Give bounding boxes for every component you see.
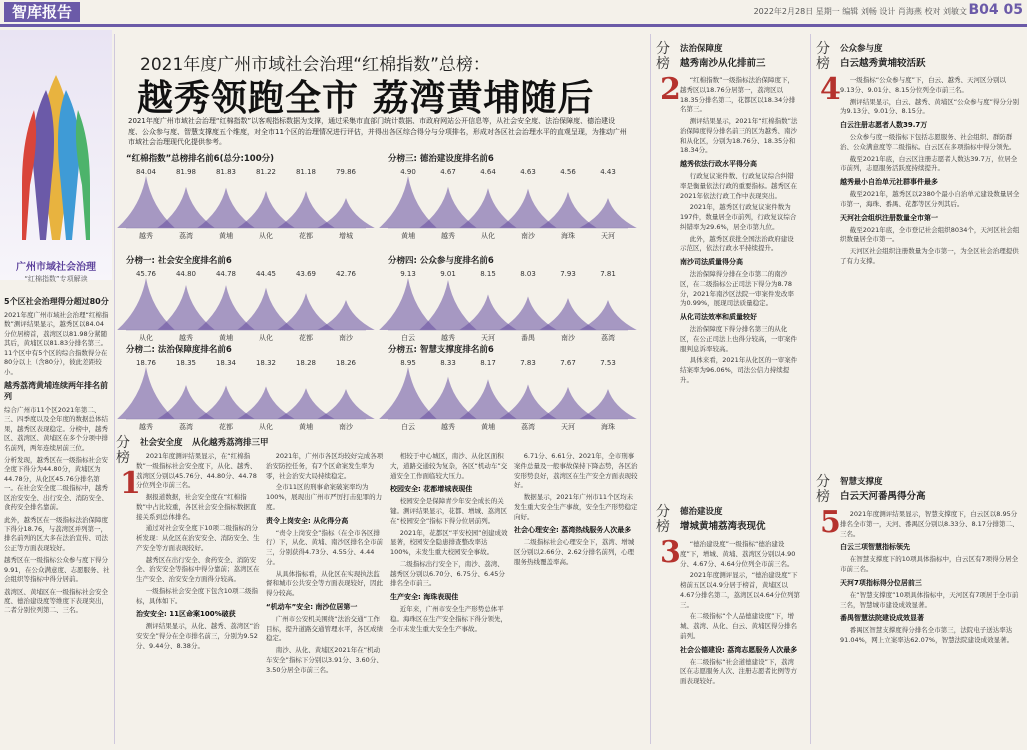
chart-bar xyxy=(277,293,335,330)
chart-data-label: 18.34 xyxy=(215,359,237,367)
chart-bar xyxy=(117,176,175,228)
article-paragraph: 校园安全是保障青少年安全成长的关键。测评结果显示，花都、增城、荔湾区在“校园安全”指标下得分位居前列。 xyxy=(390,497,507,525)
article-paragraph: 近年来，广州市安全生产形势总体平稳。海珠区在生产安全指标下得分领先，全市未发生重大安全生产事故。 xyxy=(390,605,507,633)
headline-kicker: 2021年度广州市域社会治理“红棉指数”总榜： xyxy=(140,55,490,75)
chart-bar xyxy=(539,192,597,228)
rank-number: 4 xyxy=(820,72,841,107)
chart-title: 分榜四: 公众参与度排名前6 xyxy=(388,256,494,266)
article-paragraph: 南沙、从化、黄埔区2021年在“机动车安全”指标下分别以3.91分、3.60分、3.50分居全市前三名。 xyxy=(266,646,383,674)
chart-category-label: 黄埔 xyxy=(481,423,495,431)
chart-data-label: 8.33 xyxy=(440,359,456,367)
chart-data-label: 7.81 xyxy=(600,270,616,278)
article-paragraph: 在二级指标“个人品德建设度”下，增城、荔湾、从化、白云、黄埔区得分排名前列。 xyxy=(680,612,797,640)
chart-category-label: 花都 xyxy=(219,423,233,431)
section-subheading: 番禺智慧法院建设成效显著 xyxy=(840,614,924,623)
chart-data-label: 79.86 xyxy=(335,168,357,176)
chart-category-label: 南沙 xyxy=(561,334,575,342)
page-title: 越秀领跑全市 荔湾黄埔随后 xyxy=(137,78,595,119)
article-paragraph: 数据显示，2021年广州市11个区均未发生重大安全生产事故，安全生产形势稳定向好。 xyxy=(514,493,638,521)
chart-data-label: 8.15 xyxy=(480,270,496,278)
chart-category-label: 海珠 xyxy=(561,232,575,240)
rank-dimension: 法治保障度 xyxy=(680,44,723,54)
chart-data-label: 18.76 xyxy=(135,359,157,367)
article-column-rule-of-law xyxy=(680,76,800,498)
chart-bar xyxy=(579,300,637,330)
chart-title: 分榜一: 社会安全度排名前6 xyxy=(126,256,232,266)
chart-data-label: 4.56 xyxy=(560,168,576,176)
chart-bar xyxy=(317,300,375,330)
article-paragraph: 越秀区在出行安全、食药安全、消防安全、治安安全等指标中得分靠前；荔湾区在生产安全、治安安全方面得分较高。 xyxy=(136,555,260,583)
chart-data-label: 4.67 xyxy=(440,168,456,176)
rank-label: 分榜 xyxy=(816,474,830,505)
left-paragraph: 越秀区在一级指标公众参与度下得分9.91，在公众满意度、志愿服务、社会组织等指标中得分居前。 xyxy=(4,556,110,584)
chart-safety xyxy=(126,254,376,354)
section-subheading: 治安安全: 11区命案100%破获 xyxy=(136,610,236,619)
chart-category-label: 海珠 xyxy=(601,423,615,431)
chart-data-label: 8.95 xyxy=(400,359,416,367)
article-paragraph: 2021年，越秀区行政复议案件数为197件，数量居全市前列，行政复议综合纠错率为29.6%，居全市第九位。 xyxy=(680,203,797,231)
emblem-subtitle: “红棉指数”专项解读 xyxy=(24,275,88,283)
article-paragraph: 番禺区智慧支撑度得分排名全市第三，法院电子送达率达91.04%，网上立案率达62.07%，智慧法院建设成效显著。 xyxy=(840,626,1014,644)
rank-dimension: 智慧支撑度 xyxy=(840,477,883,487)
left-paragraph: 2021年度广州市域社会治理“红棉指数”测评结果显示，越秀区以84.04分位居榜首，荔湾区以81.98分紧随其后，黄埔区以81.83分排名第三。11个区中有5个区的综合指数得分在80分以上（含80分），彼此差距较小。 xyxy=(4,311,109,376)
article-column-participation xyxy=(840,76,1020,468)
article-paragraph: 全市11区的刑事命案破案率均为100%，展现出广州市严厉打击犯罪的力度。 xyxy=(266,483,383,511)
article-paragraph: 截至2021年底，白云区注册志愿者人数达39.7万，位居全市前列，志愿服务活跃度持续提升。 xyxy=(840,154,1018,173)
chart-bar xyxy=(579,389,637,419)
left-paragraph: 荔湾区、黄埔区在一级指标社会安全度、德治建设度等维度下表现突出，二者分别位列第二、三名。 xyxy=(4,587,108,615)
article-paragraph: 此外，越秀区获批全国法治政府建设示范区，依法行政水平持续提升。 xyxy=(680,234,794,253)
section-brand: 智库报告 xyxy=(4,2,80,22)
chart-data-label: 84.04 xyxy=(135,168,157,176)
chart-bar xyxy=(277,191,335,228)
rank-label: 分榜 xyxy=(816,41,830,72)
rank-headline: 社会安全度 xyxy=(140,438,183,448)
section-subheading: 越秀依法行政水平得分高 xyxy=(680,160,757,168)
chart-category-label: 黄埔 xyxy=(219,334,233,342)
chart-data-label: 7.67 xyxy=(560,359,576,367)
section-subheading: 社会心理安全: 荔湾热线服务人次最多 xyxy=(514,526,632,535)
rank-dimension: 从化越秀荔湾排三甲 xyxy=(192,438,269,448)
chart-category-label: 从化 xyxy=(259,232,273,240)
rank-number: 3 xyxy=(660,535,681,570)
chart-data-label: 7.93 xyxy=(560,270,576,278)
article-paragraph: 相较于中心城区，南沙、从化区面积大，道路交通较为复杂，各区“机动车”交通安全工作面临较大压力。 xyxy=(390,452,508,480)
left-subheading: 越秀荔湾黄埔连续两年排名前列 xyxy=(4,380,108,401)
column-divider xyxy=(114,34,115,744)
article-paragraph: 2021年，花都区“平安校园”创建成效显著，校园安全隐患排查整改率达100%，未发生重大校园安全事故。 xyxy=(390,528,508,556)
chart-category-label: 荔湾 xyxy=(601,334,615,342)
article-paragraph: 6.71分、6.61分、2021年，全市刑事案件总量及一般事故保持下降态势，各区治安形势良好，荔湾区在生产安全方面表现较好。 xyxy=(514,452,638,490)
chart-data-label: 44.80 xyxy=(175,270,197,278)
chart-data-label: 44.45 xyxy=(255,270,277,278)
article-paragraph: 广州市公安机关围绕“法治交通”工作目标，提升道路交通管理水平，各区成绩稳定。 xyxy=(266,614,383,643)
article-paragraph: 在“智慧支撑度”10项具体指标中，天河区有7项居于全市前三名，智慧城市建设成效显著。 xyxy=(840,590,1019,609)
article-paragraph: 法治保障得分排在全市第二的南沙区，在二级指标公正司法下得分为8.78分，2021年南沙区法院一审案件发改率为0.99%，展现司法质量稳定。 xyxy=(680,270,795,308)
chart-data-label: 81.83 xyxy=(215,168,237,176)
chart-data-label: 4.90 xyxy=(400,168,416,176)
rank-dimension: 公众参与度 xyxy=(840,44,883,54)
chart-bar xyxy=(379,367,437,419)
chart-title: 分榜五: 智慧支撑度排名前6 xyxy=(388,345,494,355)
article-paragraph: “红棉指数”一级指标法治保障度下，越秀区以18.76分居第一，荔湾区以18.35分排名第二，花都区以18.34分排名第三。 xyxy=(680,76,796,114)
chart-data-label: 81.98 xyxy=(175,168,197,176)
chart-category-label: 越秀 xyxy=(139,423,153,431)
article-paragraph: 从具体指标看，从化区在实现执法监督和城市公共安全等方面表现较好，因此得分较高。 xyxy=(266,569,383,597)
chart-category-label: 南沙 xyxy=(339,334,353,342)
chart-category-label: 南沙 xyxy=(339,423,353,431)
chart-smart-support xyxy=(388,343,638,443)
chart-category-label: 花都 xyxy=(299,232,313,240)
column-divider xyxy=(650,34,651,744)
article-column-morality xyxy=(680,540,800,745)
article-paragraph: 行政复议案件数、行政复议综合纠错率是衡量依法行政的重要指标。越秀区在2021年依法行政工作中表现突出。 xyxy=(680,172,797,200)
chart-plot xyxy=(126,164,366,256)
article-paragraph: “责令上岗安全”指标（在全市各区排行）下，从化、黄埔、南沙区排名全市前三，分别获得4.73分、4.55分、4.44分。 xyxy=(266,528,383,566)
chart-category-label: 越秀 xyxy=(441,423,455,431)
article-paragraph: 测评结果显示，白云、越秀、黄埔区“公众参与度”得分分别为9.13分、9.01分、8.15分。 xyxy=(840,97,1019,116)
chart-bar xyxy=(379,176,437,228)
chart-category-label: 天河 xyxy=(481,334,495,342)
chart-category-label: 从化 xyxy=(481,232,495,240)
chart-data-label: 45.76 xyxy=(135,270,157,278)
chart-category-label: 白云 xyxy=(401,423,415,431)
rank-dimension: 德治建设度 xyxy=(680,507,723,517)
chart-plot xyxy=(126,355,366,447)
chart-category-label: 越秀 xyxy=(441,334,455,342)
article-column-safety-4 xyxy=(514,452,638,742)
chart-rule-of-law xyxy=(126,343,376,443)
chart-data-label: 44.78 xyxy=(215,270,237,278)
article-paragraph: 在智慧支撑度下的10项具体指标中，白云区有7项得分居全市前三名。 xyxy=(840,555,1019,573)
column-divider xyxy=(810,34,811,744)
chart-category-label: 荔湾 xyxy=(179,423,193,431)
article-column-safety-3 xyxy=(390,452,508,742)
chart-data-label: 8.17 xyxy=(480,359,496,367)
section-subheading: 生产安全: 海珠表现佳 xyxy=(390,593,459,601)
chart-title: “红棉指数”总榜排名前6(总分:100分) xyxy=(126,154,275,164)
article-paragraph: 一级指标“公众参与度”下，白云、越秀、天河区分别以9.13分、9.01分、8.15分位列全市前三名。 xyxy=(840,76,1006,94)
left-column xyxy=(4,296,110,619)
chart-data-label: 43.69 xyxy=(295,270,317,278)
article-paragraph: 测评结果显示，2021年“红棉指数”法治保障度得分排名前三的区为越秀、南沙和从化区，分别为18.76分、18.35分和18.34分。 xyxy=(680,117,798,155)
article-paragraph: 2021年，广州市各区均较好完成各项治安防控任务，有7个区命案发生率为零，社会治安大局持续稳定。 xyxy=(266,452,384,480)
chart-category-label: 番禺 xyxy=(521,334,535,342)
chart-plot xyxy=(388,164,628,256)
chart-category-label: 天河 xyxy=(561,423,575,431)
section-subheading: 越秀最小自治单元社群事件最多 xyxy=(840,178,938,186)
chart-category-label: 黄埔 xyxy=(219,232,233,240)
article-paragraph: 2021年度测评显示，“德治建设度”下榜前五区以4.9分居于榜首，黄埔区以4.67分排名第二，荔湾区以4.64分位列第三。 xyxy=(680,571,800,609)
chart-category-label: 越秀 xyxy=(441,232,455,240)
chart-bar xyxy=(579,198,637,228)
page-number: B04 05 xyxy=(968,2,1023,18)
chart-participation xyxy=(388,254,638,354)
article-paragraph: “德治建设度”一级指标“德治建设度”下，增城、黄埔、荔湾区分别以4.90分、4.67分、4.64分位列全市前三名。 xyxy=(680,540,796,568)
section-subheading: 社会公德建设: 荔湾志愿服务人次最多 xyxy=(680,645,798,654)
section-subheading: 白云三项智慧指标领先 xyxy=(840,543,910,552)
chart-category-label: 天河 xyxy=(601,232,615,240)
chart-data-label: 42.76 xyxy=(335,270,357,278)
chart-data-label: 4.43 xyxy=(600,168,616,176)
section-subheading: “机动车”安全: 南沙位居第一 xyxy=(266,602,358,611)
top-bar xyxy=(0,0,1027,24)
section-subheading: 天河社会组织注册数量全市第一 xyxy=(840,213,938,222)
article-paragraph: 2021年度测评结果显示，智慧支撑度下，白云区以8.95分排名全市第一，天河、番禺区分别以8.33分、8.17分排第二、三名。 xyxy=(840,510,1019,538)
section-subheading: 校园安全: 花都增城表现佳 xyxy=(390,485,473,494)
chart-title: 分榜三: 德治建设度排名前6 xyxy=(388,154,494,164)
chart-data-label: 81.18 xyxy=(295,168,317,176)
chart-category-label: 从化 xyxy=(259,334,273,342)
article-paragraph: 二级指标出行安全下，南沙、荔湾、越秀区分别以6.70分、6.75分、6.45分排名全市前三。 xyxy=(390,559,505,588)
rank-headline: 白云越秀黄埔较活跃 xyxy=(840,58,926,69)
left-column-heading: 5个区社会治理得分超过80分 xyxy=(4,297,109,306)
section-subheading: 白云注册志愿者人数39.7万 xyxy=(840,121,928,129)
rank-label: 分榜 xyxy=(656,41,670,72)
article-paragraph: 公众参与度一级指标下包括志愿服务、社会组织、群防群治、公众满意度等二级指标。白云区在多项指标中得分领先。 xyxy=(840,133,1016,151)
chart-category-label: 荔湾 xyxy=(179,232,193,240)
article-paragraph: 截至2021年，越秀区以2380个最小自治单元建设数量居全市第一，海珠、番禺、花都等区分列其后。 xyxy=(840,190,1020,208)
section-subheading: 南沙司法质量得分高 xyxy=(680,258,743,266)
lead-paragraph: 2021年度广州市域社会治理“红棉指数”以客观指标数据为支撑，通过采集市直部门统计数据、市政府网站公开信息等，从社会安全度、法治保障度、德治建设度、公众参与度、智慧支撑度五个维度，对全市11个区的治理情况进行评估，并得出各区综合得分与分项排名，形成对各区社会治理水平的直观呈现，为推动广州市域社会治理现代化提供参考。 xyxy=(128,117,627,146)
left-paragraph: 此外，越秀区在一级指标法治保障度下得分18.76，与荔湾区并列第一，排名前列的区大多在法治宣传、司法公正等方面表现较好。 xyxy=(4,515,108,552)
article-paragraph: 2021年度测评结果显示，在“红棉指数”一级指标社会安全度下，从化、越秀、荔湾区分别以45.76分、44.80分、44.78分位列全市前三名。 xyxy=(136,452,257,490)
article-paragraph: 通过对社会安全度下10项二级指标的分析发现：从化区在治安安全、消防安全、生产安全等方面表现较好。 xyxy=(136,524,260,552)
article-paragraph: 天河区社会组织注册数量为全市第一，为全区社会治理提供了有力支撑。 xyxy=(840,247,1019,265)
issue-meta: 2022年2月28日 星期一 编辑 刘畅 设计 肖海燕 校对 刘敏文 xyxy=(753,7,967,16)
chart-category-label: 花都 xyxy=(299,334,313,342)
rank-label: 分榜 xyxy=(656,504,670,535)
article-column-smart-support xyxy=(840,510,1020,745)
chart-morality xyxy=(388,152,638,252)
chart-data-label: 4.63 xyxy=(520,168,536,176)
section-subheading: 从化司法效率和质量较好 xyxy=(680,313,757,321)
chart-bar xyxy=(419,280,477,330)
emblem-title: 广州市域社会治理 xyxy=(16,262,96,273)
article-paragraph: 据报道数据，社会安全度在“红棉指数”中占比较重，各区社会安全指标数据直接关系到总体排名。 xyxy=(136,493,257,521)
section-subheading: 天河7项指标得分位居前三 xyxy=(840,578,922,587)
chart-data-label: 7.53 xyxy=(600,359,616,367)
rank-number: 5 xyxy=(820,505,841,540)
chart-category-label: 从化 xyxy=(259,423,273,431)
chart-title: 分榜二: 法治保障度排名前6 xyxy=(126,345,232,355)
article-paragraph: 测评结果显示，从化、越秀、荔湾区“治安安全”得分在全市排名前三，分别为9.52分、9.44分、8.38分。 xyxy=(136,622,260,650)
chart-bar xyxy=(317,389,375,419)
left-paragraph: 分析发现，越秀区在一级指标社会安全度下得分为44.80分，黄埔区为44.78分，从化区45.76分排名第一。在社会安全度二级指标中，越秀区治安安全、出行安全、消防安全、食药安全排名靠前。 xyxy=(4,456,108,512)
chart-data-label: 9.01 xyxy=(440,270,456,278)
chart-data-label: 9.13 xyxy=(400,270,416,278)
rank-number: 2 xyxy=(660,72,681,107)
chart-data-label: 8.03 xyxy=(520,270,536,278)
rank-headline: 增城黄埔荔湾表现优 xyxy=(680,521,766,532)
kapok-emblem-icon xyxy=(18,70,94,240)
chart-data-label: 81.22 xyxy=(255,168,277,176)
chart-category-label: 从化 xyxy=(139,334,153,342)
article-paragraph: 在二级指标“社会道德建设”下，荔湾区在志愿服务人次、注册志愿者比例等方面表现较好。 xyxy=(680,657,797,685)
chart-category-label: 白云 xyxy=(401,334,415,342)
article-paragraph: 法治保障度下得分排名第三的从化区，在公正司法上也得分较高，一审案件服判息诉率较高。 xyxy=(680,325,797,353)
article-paragraph: 截至2021年底，全市登记社会组织8034个，天河区社会组织数量居全市第一。 xyxy=(840,225,1020,244)
chart-data-label: 7.83 xyxy=(520,359,536,367)
chart-data-label: 4.64 xyxy=(480,168,496,176)
article-paragraph: 二级指标社会心理安全下，荔湾、增城区分别以2.66分、2.62分排名前列，心理服务热线覆盖率高。 xyxy=(514,538,635,566)
chart-category-label: 南沙 xyxy=(521,232,535,240)
chart-data-label: 18.32 xyxy=(255,359,277,367)
chart-data-label: 18.35 xyxy=(175,359,197,367)
chart-category-label: 黄埔 xyxy=(299,423,313,431)
article-column-safety-2 xyxy=(266,452,384,742)
chart-category-label: 越秀 xyxy=(179,334,193,342)
chart-category-label: 增城 xyxy=(339,232,353,240)
chart-category-label: 黄埔 xyxy=(401,232,415,240)
rank-label: 分榜 xyxy=(116,435,130,466)
chart-data-label: 18.28 xyxy=(295,359,317,367)
section-subheading: 责令上岗安全: 从化得分高 xyxy=(266,516,349,525)
rank-number: 1 xyxy=(120,466,141,501)
chart-category-label: 越秀 xyxy=(139,232,153,240)
article-column-safety-1 xyxy=(136,452,260,742)
article-paragraph: 具体来看，2021年从化区的一审案件结案率为96.06%，司法公信力持续提升。 xyxy=(680,356,798,384)
chart-bar xyxy=(117,367,175,419)
article-paragraph: 一级指标社会安全度下包含10项二级指标，具体如下。 xyxy=(136,586,259,605)
rank-headline: 白云天河番禺得分高 xyxy=(840,491,926,502)
emblem-panel xyxy=(0,30,112,283)
chart-bar xyxy=(317,198,375,228)
header-rule xyxy=(0,24,1027,27)
chart-category-label: 荔湾 xyxy=(521,423,535,431)
chart-plot xyxy=(388,355,628,447)
chart-data-label: 18.26 xyxy=(335,359,357,367)
rank-headline: 越秀南沙从化排前三 xyxy=(680,58,766,69)
left-paragraph: 综合广州市11个区2021年第二、三、四季度以及全年度的数据总体结果，越秀区表现稳定。分榜中，越秀区、荔湾区、黄埔区在多个分项中排名前列，两年连续居前三位。 xyxy=(4,405,108,452)
